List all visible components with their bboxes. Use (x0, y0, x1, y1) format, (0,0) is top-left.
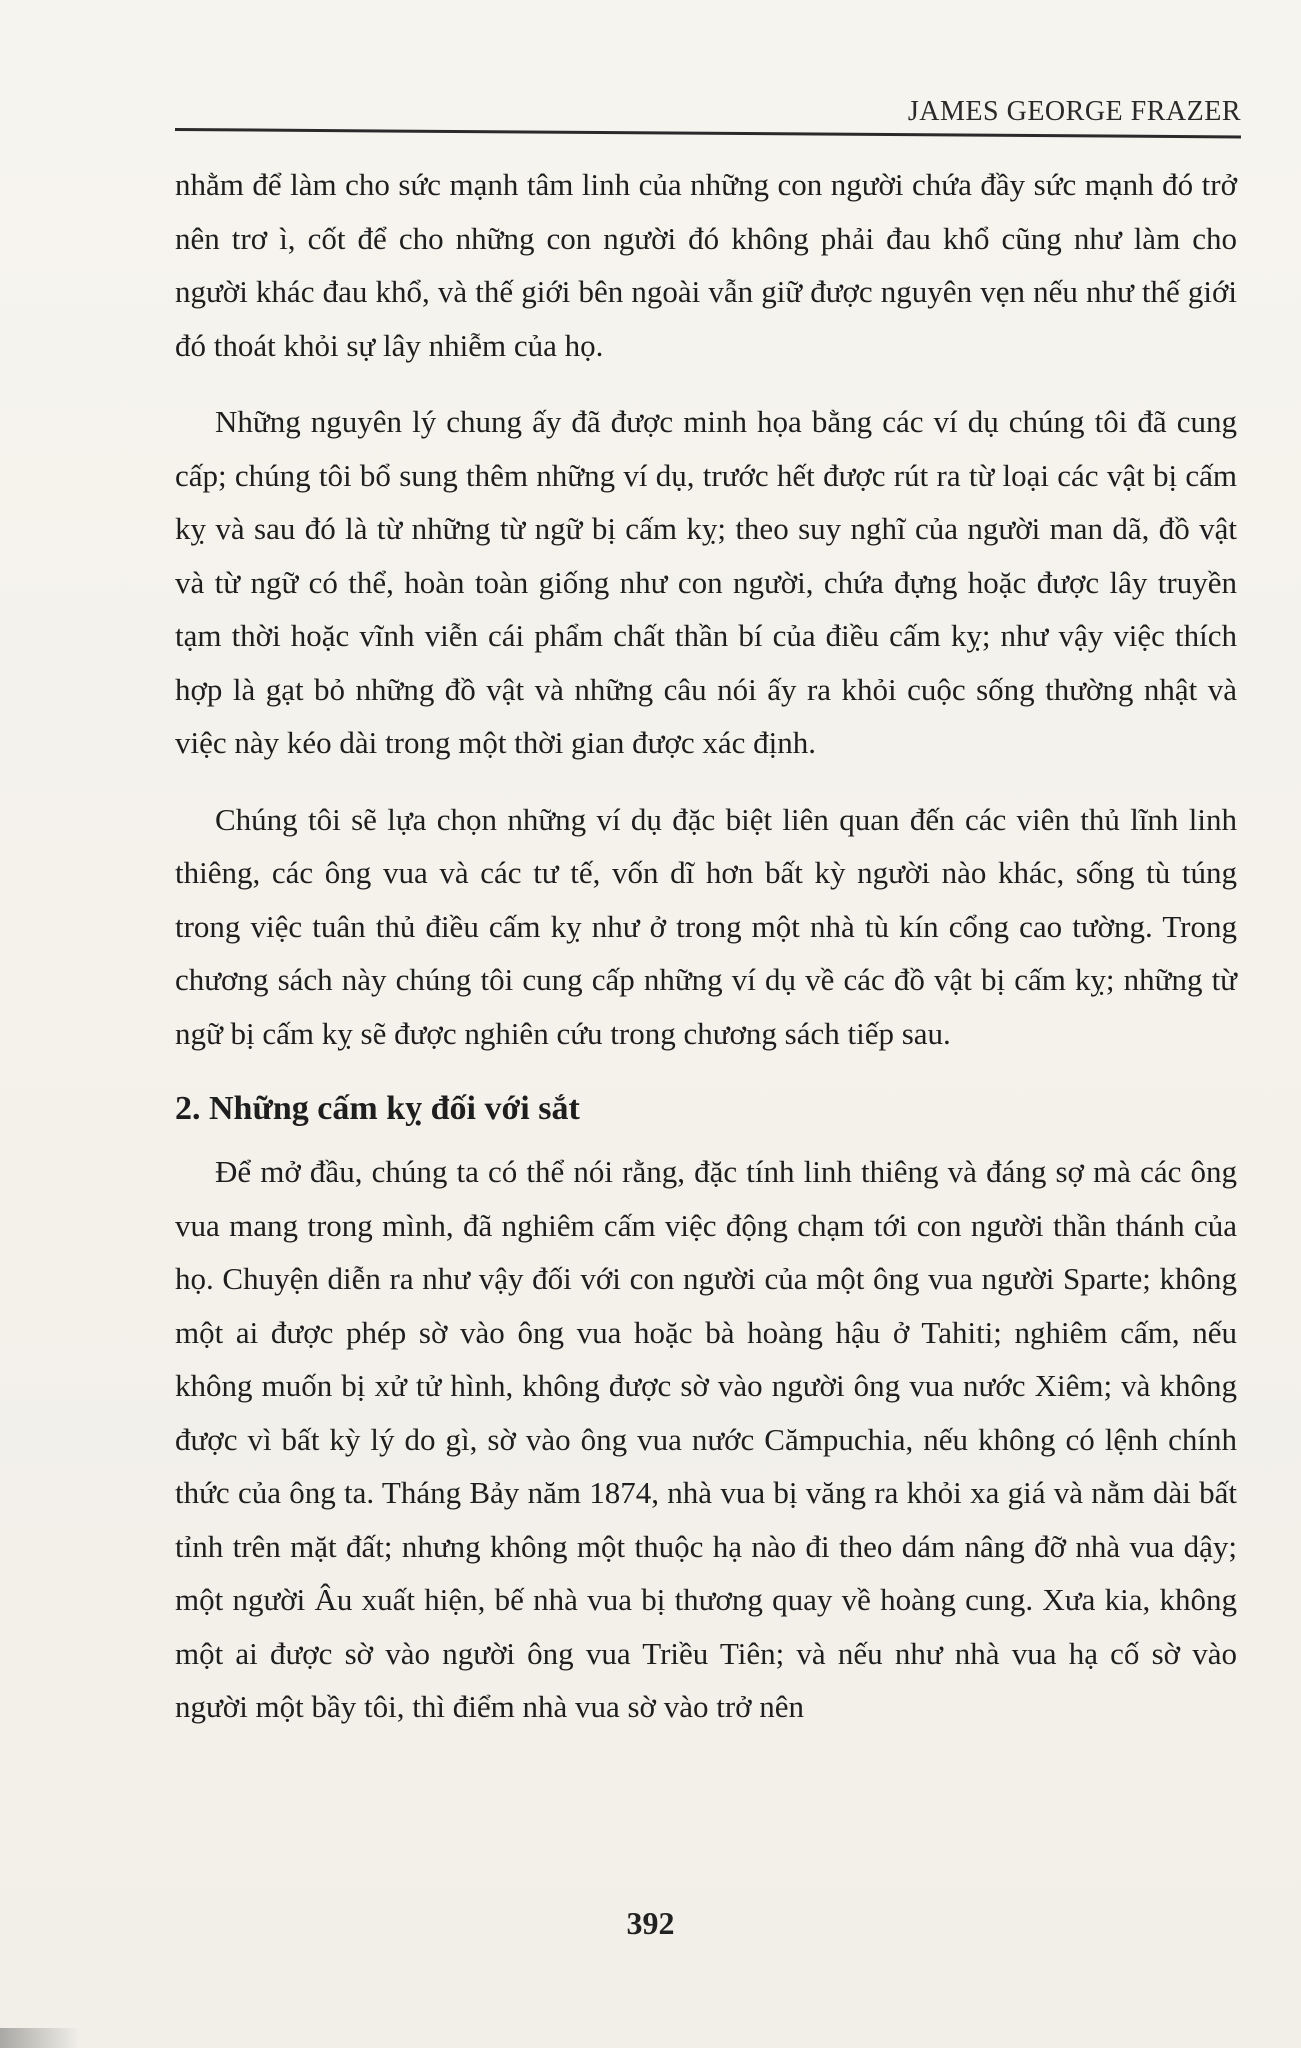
paragraph: Chúng tôi sẽ lựa chọn những ví dụ đặc biệt liên quan đến các viên thủ lĩnh linh thiêng, các ông vua và các tư tế, vốn dĩ hơn bất kỳ người nào khác, sống tù túng trong việc tuân thủ điều cấm kỵ như ở trong một nhà tù kín cổng cao tường. Trong chương sách này chúng tôi cung cấp những ví dụ về các đồ vật bị cấm kỵ; những từ ngữ bị cấm kỵ sẽ được nghiên cứu trong chương sách tiếp sau. (175, 801, 1237, 1051)
paragraph: Những nguyên lý chung ấy đã được minh họa bằng các ví dụ chúng tôi đã cung cấp; chúng tôi bổ sung thêm những ví dụ, trước hết được rút ra từ loại các vật bị cấm kỵ và sau đó là từ những từ ngữ bị cấm kỵ; theo suy nghĩ của người man dã, đồ vật và từ ngữ có thể, hoàn toàn giống như con người, chứa đựng hoặc được lây truyền tạm thời hoặc vĩnh viễn cái phẩm chất thần bí của điều cấm kỵ; như vậy việc thích hợp là gạt bỏ những đồ vật và những câu nói ấy ra khỏi cuộc sống thường nhật và việc này kéo dài trong một thời gian được xác định. (175, 404, 1237, 760)
section-heading: 2. Những cấm kỵ đối với sắt (175, 1090, 580, 1127)
section-paragraph: Để mở đầu, chúng ta có thể nói rằng, đặc tính linh thiêng và đáng sợ mà các ông vua mang trong mình, đã nghiêm cấm việc động chạm tới con người thần thánh của họ. Chuyện diễn ra như vậy đối với con người của một ông vua người Sparte; không một ai được phép sờ vào ông vua hoặc bà hoàng hậu ở Tahiti; nghiêm cấm, nếu không muốn bị xử tử hình, không được sờ vào người ông vua nước Xiêm; và không được vì bất kỳ lý do gì, sờ vào ông vua nước Cămpuchia, nếu không có lệnh chính thức của ông ta. Tháng Bảy năm 1874, nhà vua bị văng ra khỏi xa giá và nằm dài bất tỉnh trên mặt đất; nhưng không một thuộc hạ nào đi theo dám nâng đỡ nhà vua dậy; một người Âu xuất hiện, bế nhà vua bị thương quay về hoàng cung. Xưa kia, không một ai được sờ vào người ông vua Triều Tiên; và nếu như nhà vua hạ cố sờ vào người một bầy tôi, thì điểm nhà vua sờ vào trở nên (175, 1154, 1237, 1724)
page-number: 392 (626, 1905, 675, 1941)
header-rule (175, 128, 1241, 138)
running-head-author: JAMES GEORGE FRAZER (907, 96, 1241, 127)
paragraph-continued: nhằm để làm cho sức mạnh tâm linh của những con người chứa đầy sức mạnh đó trở nên trơ ì, cốt để cho những con người đó không phải đau khổ cũng như làm cho người khác đau khổ, và thế giới bên ngoài vẫn giữ được nguyên vẹn nếu như thế giới đó thoát khỏi sự lây nhiễm của họ. (175, 167, 1237, 363)
scan-edge-shadow (0, 2028, 80, 2048)
page-body (175, 158, 1237, 1757)
